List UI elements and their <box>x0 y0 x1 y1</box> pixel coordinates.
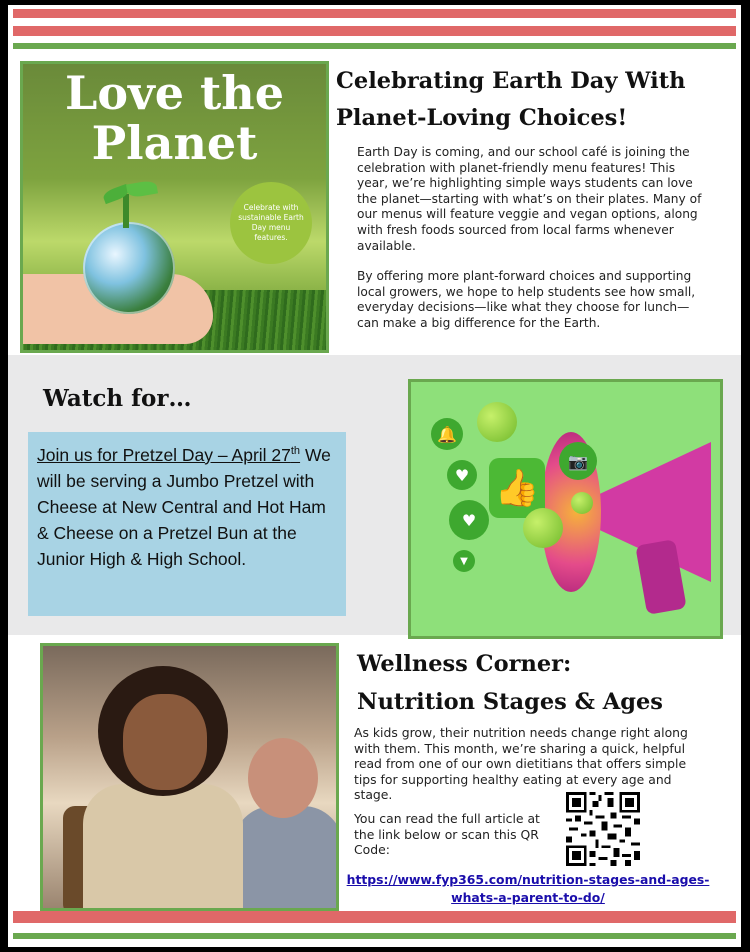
bell-icon: 🔔 <box>431 418 463 450</box>
top-green-stripe <box>13 43 736 49</box>
bottom-red-stripe <box>13 911 736 923</box>
chevron-down-icon: ▼ <box>453 550 475 572</box>
earth-day-paragraph-1: Earth Day is coming, and our school café is joining the celebration with planet-friendly menu features! This year, we’re highlighting simple ways students can love the planet—starting with what’s on their plates. Many of our menus will feature veggie and vegan options, along with fresh foods sourced from local farms whenever available. <box>357 145 702 253</box>
student-photo <box>40 643 339 911</box>
pretzel-day-box <box>28 432 346 616</box>
newsletter-page <box>8 5 741 947</box>
thumbs-up-icon: 👍 <box>489 458 545 518</box>
pretzel-day-title: Join us for Pretzel Day – April 27th <box>37 444 301 465</box>
wellness-heading: Wellness Corner: Nutrition Stages & Ages <box>357 651 663 715</box>
hero-badge: Celebrate with sustainable Earth Day menu features. <box>230 182 312 264</box>
love-the-planet-image <box>20 61 329 353</box>
megaphone-image <box>408 379 723 639</box>
article-link[interactable]: https://www.fyp365.com/nutrition-stages-and-ages- whats-a-parent-to-do/ <box>346 872 710 905</box>
pretzel-day-body: We will be serving a Jumbo Pretzel with Cheese at New Central and Hot Ham & Cheese on a Pretzel Bun at the Junior High & High School. <box>37 444 331 569</box>
smile-emoji-icon <box>477 402 517 442</box>
earth-day-heading: Celebrating Earth Day With Planet-Loving Choices! <box>336 68 686 131</box>
smile-emoji-icon <box>571 492 593 514</box>
leaf-icon <box>126 180 158 199</box>
earth-day-body <box>357 145 707 347</box>
camera-icon: 📷 <box>559 442 597 480</box>
top-red-stripe-2 <box>13 26 736 36</box>
globe-icon <box>83 222 175 314</box>
wellness-paragraph-2: You can read the full article at the link below or scan this QR Code: <box>354 811 540 858</box>
sprout-icon <box>123 194 129 228</box>
heart-icon: ♥ <box>449 500 489 540</box>
wellness-paragraph-1: As kids grow, their nutrition needs change right along with them. This month, we’re sharing a quick, helpful read from one of our own dietitians that offers simple tips for supporting healthy eating at every age and stage. <box>354 725 688 803</box>
smile-emoji-icon <box>523 508 563 548</box>
watch-for-heading: Watch for… <box>43 385 192 412</box>
bottom-green-stripe <box>13 933 736 939</box>
hero-title: Love the Planet <box>65 66 284 170</box>
heart-icon: ♥ <box>447 460 477 490</box>
qr-code-icon[interactable] <box>566 792 640 866</box>
top-red-stripe <box>13 9 736 18</box>
earth-day-paragraph-2: By offering more plant-forward choices and supporting local growers, we hope to help students see how small, everyday decisions—like what they choose for lunch—can make a big difference for the Earth. <box>357 269 696 330</box>
